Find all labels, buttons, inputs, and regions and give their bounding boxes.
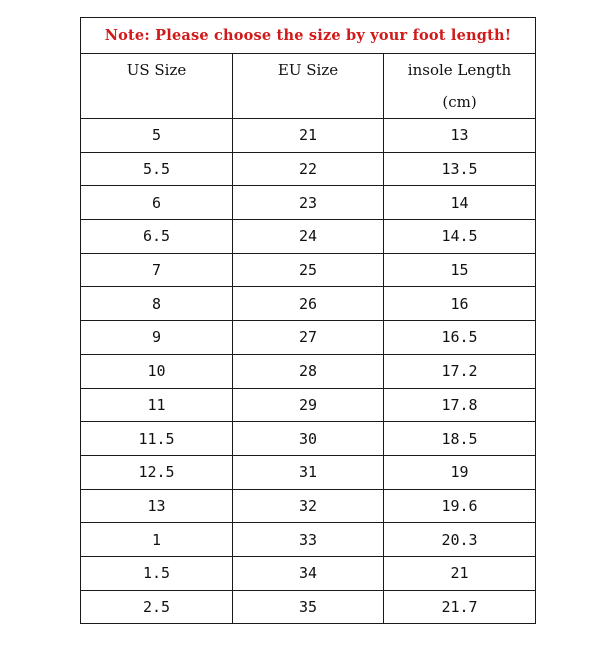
cell-us-size: 7 bbox=[81, 253, 233, 287]
cell-us-size: 1.5 bbox=[81, 556, 233, 590]
cell-insole-length: 16 bbox=[384, 287, 536, 321]
cell-eu-size: 21 bbox=[233, 119, 384, 153]
cell-us-size: 9 bbox=[81, 321, 233, 355]
cell-insole-length: 21 bbox=[384, 556, 536, 590]
cell-insole-length: 17.2 bbox=[384, 354, 536, 388]
cell-eu-size: 29 bbox=[233, 388, 384, 422]
header-insole-length bbox=[384, 54, 536, 119]
table-row bbox=[81, 186, 536, 220]
table-row bbox=[81, 321, 536, 355]
header-eu-size: EU Size bbox=[233, 54, 384, 119]
table-row bbox=[81, 253, 536, 287]
cell-insole-length: 18.5 bbox=[384, 422, 536, 456]
table-row bbox=[81, 556, 536, 590]
cell-us-size: 6.5 bbox=[81, 220, 233, 254]
cell-us-size: 8 bbox=[81, 287, 233, 321]
cell-insole-length: 19 bbox=[384, 455, 536, 489]
cell-eu-size: 31 bbox=[233, 455, 384, 489]
cell-insole-length: 13.5 bbox=[384, 152, 536, 186]
table-row bbox=[81, 354, 536, 388]
table-row bbox=[81, 152, 536, 186]
table-row bbox=[81, 455, 536, 489]
cell-eu-size: 35 bbox=[233, 590, 384, 624]
cell-eu-size: 24 bbox=[233, 220, 384, 254]
table-row bbox=[81, 489, 536, 523]
cell-eu-size: 27 bbox=[233, 321, 384, 355]
cell-us-size: 11 bbox=[81, 388, 233, 422]
cell-us-size: 2.5 bbox=[81, 590, 233, 624]
cell-eu-size: 28 bbox=[233, 354, 384, 388]
cell-insole-length: 20.3 bbox=[384, 523, 536, 557]
table-row bbox=[81, 590, 536, 624]
header-us-size: US Size bbox=[81, 54, 233, 119]
cell-eu-size: 32 bbox=[233, 489, 384, 523]
cell-insole-length: 14.5 bbox=[384, 220, 536, 254]
cell-us-size: 1 bbox=[81, 523, 233, 557]
table-row bbox=[81, 422, 536, 456]
header-insole-unit: (cm) bbox=[442, 93, 477, 111]
cell-insole-length: 15 bbox=[384, 253, 536, 287]
cell-eu-size: 25 bbox=[233, 253, 384, 287]
cell-insole-length: 13 bbox=[384, 119, 536, 153]
cell-us-size: 5.5 bbox=[81, 152, 233, 186]
cell-us-size: 5 bbox=[81, 119, 233, 153]
cell-us-size: 12.5 bbox=[81, 455, 233, 489]
table-row bbox=[81, 287, 536, 321]
cell-us-size: 6 bbox=[81, 186, 233, 220]
cell-eu-size: 30 bbox=[233, 422, 384, 456]
cell-eu-size: 26 bbox=[233, 287, 384, 321]
cell-us-size: 11.5 bbox=[81, 422, 233, 456]
cell-insole-length: 19.6 bbox=[384, 489, 536, 523]
cell-eu-size: 22 bbox=[233, 152, 384, 186]
cell-us-size: 13 bbox=[81, 489, 233, 523]
table-row bbox=[81, 388, 536, 422]
note-row bbox=[81, 18, 536, 54]
cell-eu-size: 23 bbox=[233, 186, 384, 220]
size-note: Note: Please choose the size by your foot length! bbox=[81, 18, 536, 54]
cell-insole-length: 16.5 bbox=[384, 321, 536, 355]
cell-eu-size: 34 bbox=[233, 556, 384, 590]
cell-insole-length: 14 bbox=[384, 186, 536, 220]
table-row bbox=[81, 119, 536, 153]
table-row bbox=[81, 523, 536, 557]
cell-insole-length: 21.7 bbox=[384, 590, 536, 624]
cell-eu-size: 33 bbox=[233, 523, 384, 557]
table-row bbox=[81, 220, 536, 254]
header-row bbox=[81, 54, 536, 119]
size-chart-table bbox=[80, 17, 536, 624]
cell-insole-length: 17.8 bbox=[384, 388, 536, 422]
cell-us-size: 10 bbox=[81, 354, 233, 388]
header-insole-label: insole Length bbox=[407, 61, 512, 79]
